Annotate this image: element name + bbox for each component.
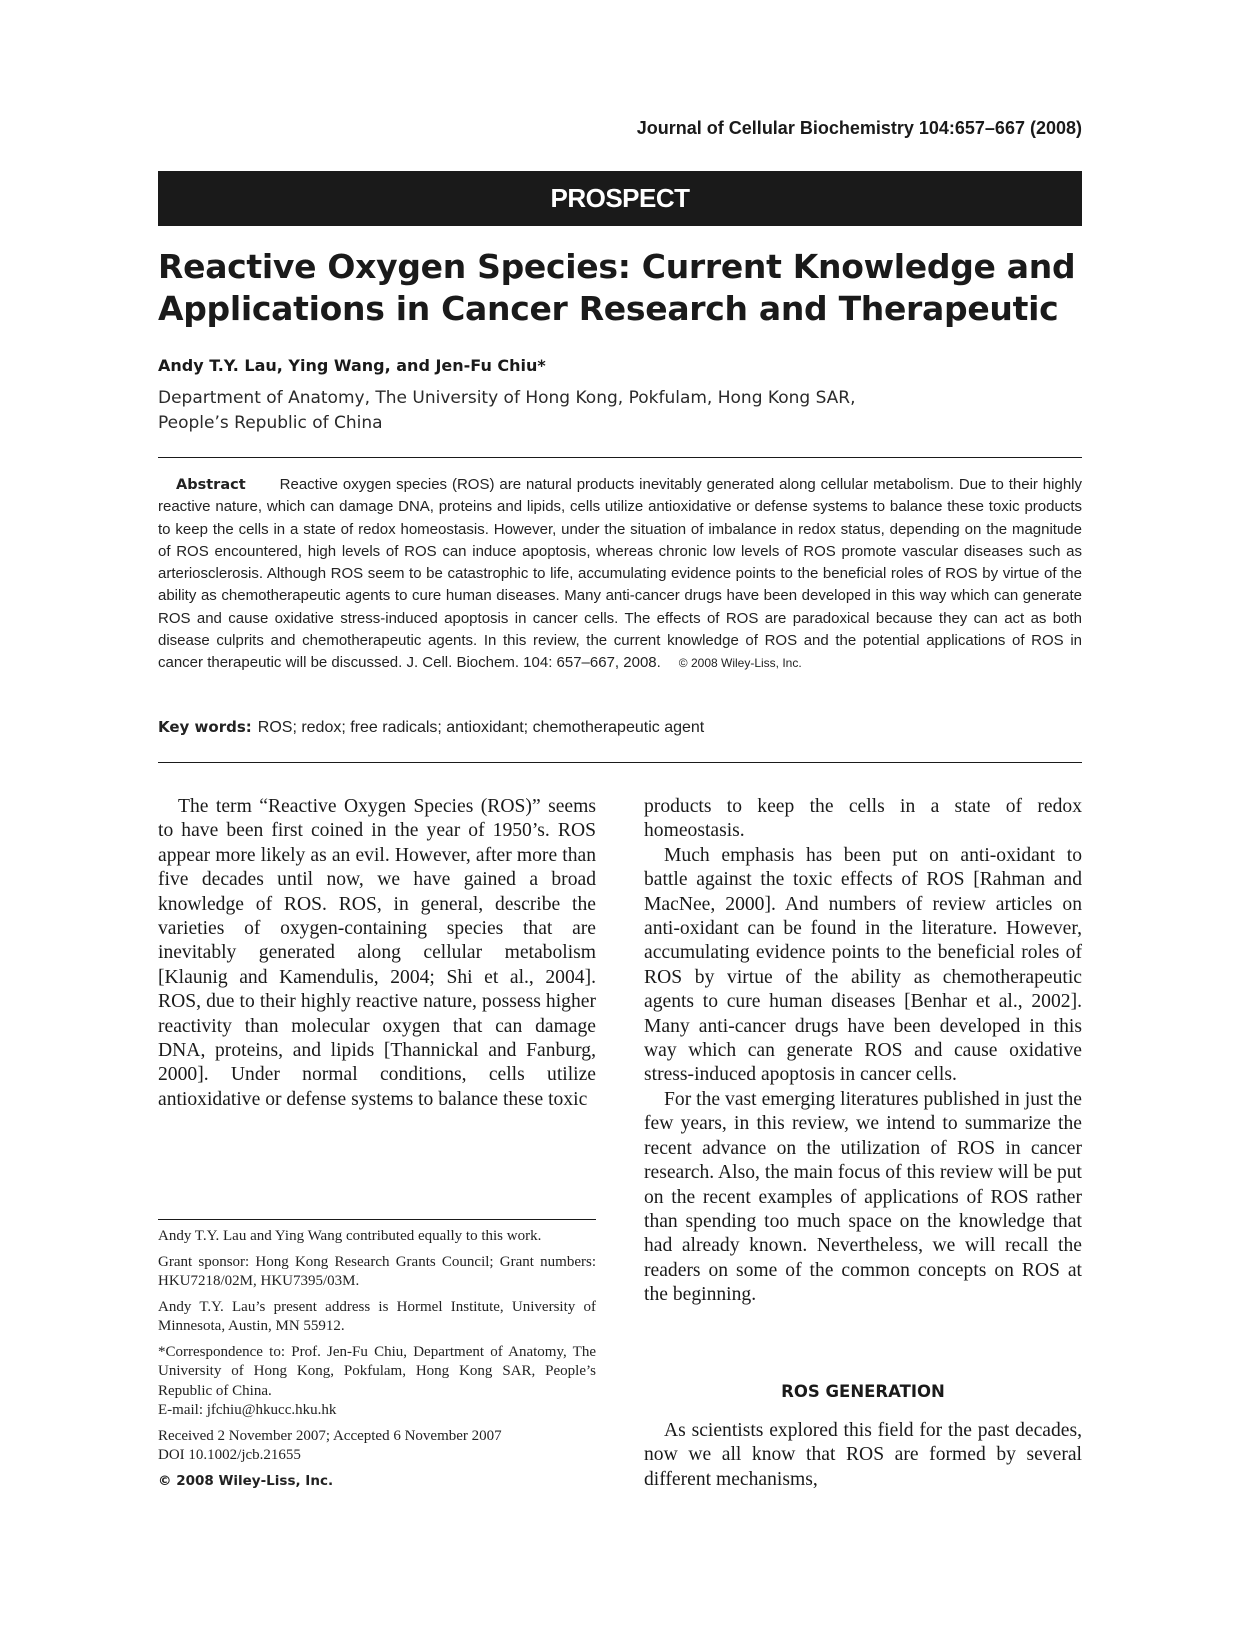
body-paragraph: The term “Reactive Oxygen Species (ROS)” seems to have been first coined in the year of 1950’s. ROS appear more likely as an evil. However, after more than five decades until now, we have gained a broad knowledge of ROS. ROS, in general, describe the varieties of oxygen-containing species that are inevitably generated along cellular metabolism [Klaunig and Kamendulis, 2004; Shi et al., 2004]. ROS, due to their highly reactive nature, possess higher reactivity than molecular oxygen that can damage DNA, proteins, and lipids [Thannickal and Fanburg, 2000]. Under normal conditions, cells utilize antioxidative or defense systems to balance these toxic bbox=[158, 796, 596, 1110]
abstract-text: Reactive oxygen species (ROS) are natural products inevitably generated along cellular metabolism. Due to their highly reactive nature, which can damage DNA, proteins and lipids, cells utilize antioxidative or defense systems to balance these toxic products to keep the cells in a state of redox homeostasis. However, under the situation of imbalance in redox status, depending on the magnitude of ROS encountered, high levels of ROS can induce apoptosis, whereas chronic low levels of ROS promote vascular diseases such as arteriosclerosis. Although ROS seem to be catastrophic to life, accumulating evidence points to the beneficial roles of ROS by virtue of the ability as chemotherapeutic agents to cure human diseases. Many anti-cancer drugs have been developed in this way which can generate ROS and cause oxidative stress-induced apoptosis in cancer cells. The effects of ROS are paradoxical because they can act as both disease culprits and chemotherapeutic agents. In this review, the current knowledge of ROS and the potential applications of ROS in cancer therapeutic will be discussed. J. Cell. Biochem. 104: 657–667, 2008. bbox=[158, 476, 1082, 672]
title-line-2: Applications in Cancer Research and Therapeutic bbox=[158, 289, 1059, 328]
body-paragraph: products to keep the cells in a state of redox homeostasis. bbox=[644, 796, 1082, 842]
footnote-divider bbox=[158, 1219, 596, 1220]
body-right-column bbox=[644, 795, 1082, 1308]
footnotes bbox=[158, 1227, 596, 1497]
abstract-label: Abstract bbox=[176, 477, 246, 493]
body-paragraph: Much emphasis has been put on anti-oxidant to battle against the toxic effects of ROS [Rahman and MacNee, 2000]. And numbers of review articles on anti-oxidant can be found in the literature. However, accumulating evidence points to the beneficial roles of ROS by virtue of the ability as chemotherapeutic agents to cure human diseases [Benhar et al., 2002]. Many anti-cancer drugs have been developed in this way which can generate ROS and cause oxidative stress-induced apoptosis in cancer cells. bbox=[644, 844, 1082, 1086]
title-line-1: Reactive Oxygen Species: Current Knowledge and bbox=[158, 247, 1076, 286]
footnote-doi: DOI 10.1002/jcb.21655 bbox=[158, 1447, 301, 1463]
body-left-column bbox=[158, 795, 596, 1112]
footnote-email: E-mail: jfchiu@hkucc.hku.hk bbox=[158, 1402, 337, 1418]
footnote-equal-contribution: Andy T.Y. Lau and Ying Wang contributed equally to this work. bbox=[158, 1228, 542, 1244]
body-paragraph: For the vast emerging literatures published in just the few years, in this review, we intend to summarize the recent advance on the utilization of ROS in cancer research. Also, the main focus of this review will be put on the recent examples of applications of ROS rather than spending too much space on the knowledge that had already known. Nevertheless, we will recall the readers on some of the common concepts on ROS at the beginning. bbox=[644, 1088, 1082, 1306]
affiliation-line-2: People’s Republic of China bbox=[158, 413, 383, 433]
footnote-grant: Grant sponsor: Hong Kong Research Grants Council; Grant numbers: HKU7218/02M, HKU7395/03M. bbox=[158, 1253, 596, 1289]
section-heading: ROS GENERATION bbox=[781, 1382, 945, 1401]
section-banner: PROSPECT bbox=[158, 171, 1082, 226]
divider-top bbox=[158, 457, 1082, 458]
divider-bottom bbox=[158, 762, 1082, 763]
footnote-copyright: © 2008 Wiley-Liss, Inc. bbox=[158, 1472, 334, 1489]
abstract bbox=[158, 474, 1082, 675]
affiliation-line-1: Department of Anatomy, The University of Hong Kong, Pokfulam, Hong Kong SAR, bbox=[158, 388, 856, 408]
body-right-column-continued bbox=[644, 1419, 1082, 1492]
keywords-text: ROS; redox; free radicals; antioxidant; chemotherapeutic agent bbox=[257, 719, 705, 736]
footnote-received: Received 2 November 2007; Accepted 6 November 2007 bbox=[158, 1427, 502, 1444]
keywords bbox=[158, 718, 1082, 737]
article-title bbox=[158, 246, 1082, 330]
keywords-label: Key words: bbox=[158, 718, 252, 736]
journal-citation: Journal of Cellular Biochemistry 104:657–667 (2008) bbox=[636, 118, 1082, 138]
footnote-correspondence: *Correspondence to: Prof. Jen-Fu Chiu, Department of Anatomy, The University of Hong Kong, Pokfulam, Hong Kong SAR, People’s Republic of China. bbox=[158, 1343, 596, 1399]
abstract-copyright: © 2008 Wiley-Liss, Inc. bbox=[678, 656, 802, 671]
authors: Andy T.Y. Lau, Ying Wang, and Jen-Fu Chiu* bbox=[158, 356, 546, 375]
body-paragraph: As scientists explored this field for the past decades, now we all know that ROS are formed by several different mechanisms, bbox=[644, 1420, 1082, 1490]
footnote-present-address: Andy T.Y. Lau’s present address is Hormel Institute, University of Minnesota, Austin, MN 55912. bbox=[158, 1298, 596, 1334]
affiliation bbox=[158, 386, 1082, 436]
